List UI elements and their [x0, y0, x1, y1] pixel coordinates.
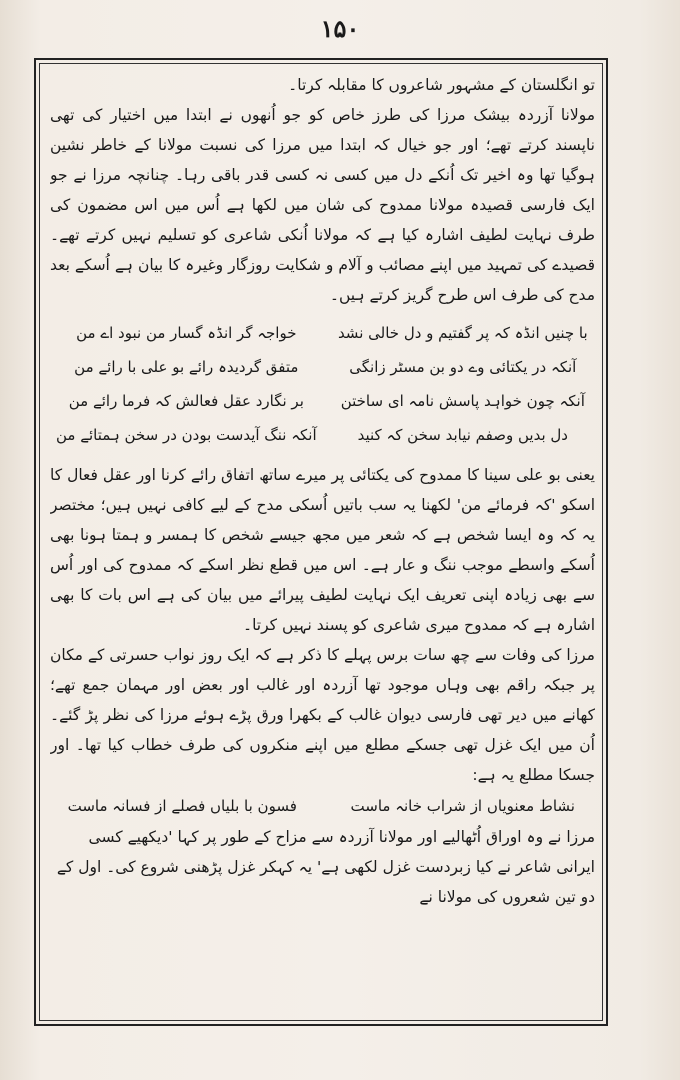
verse-line: دل بدیں وصفم نیابد سخن کہ کنید — [357, 426, 568, 444]
page-body — [50, 70, 595, 1010]
couplet-line: نشاط معنویاں از شراب خانہ ماست — [350, 797, 575, 815]
verse-line: آنکہ ننگ آیدست بودن در سخن ہمتائے من — [56, 426, 317, 444]
paragraph: تو انگلستان کے مشہور شاعروں کا مقابلہ کرتا۔ — [288, 76, 595, 94]
verse-line: خواجہ گر انڈہ گسار من نبود اے من — [76, 324, 297, 342]
verse-line: با چنیں انڈہ کہ پر گفتیم و دل خالی نشد — [337, 324, 588, 342]
qasida-verses — [50, 310, 595, 460]
verse-line: آنکہ در یکتائی وے دو بن مسٹر زانگی — [349, 358, 577, 376]
verse-line: آنکہ چون خواہد پاسش نامہ ای ساختن — [340, 392, 585, 410]
paragraph: یعنی بو علی سینا کا ممدوح کی یکتائی پر میرے ساتھ اتفاق رائے کرنا اور عقل فعال کا اسکو 'کہ فرمائے من' لکھنا یہ سب باتیں اُسکی مدح کے لیے کافی نہیں ہیں؛ مختصر یہ کہ وہ ایسا شخص ہے کہ شعر میں مجھ جیسے شخص کا ہمسر و ہمتا ہونا بھی اُسکے واسطے موجب ننگ و عار ہے۔ اس میں قطع نظر اسکے کہ ممدوح کی اور اُس سے بھی زیادہ اپنی تعریف ایک نہایت لطیف پیرائے میں بیان کی ہے اس بات کا بھی اشارہ ہے کہ ممدوح میری شاعری کو پسند نہیں کرتا۔ — [50, 466, 595, 634]
paragraph: مرزا کی وفات سے چھ سات برس پہلے کا ذکر ہے کہ ایک روز نواب حسرتی کے مکان پر جبکہ راقم بھی وہاں موجود تھا آزردہ اور غالب اور بعض اور مہمان جمع تھے؛ کھانے میں دیر تھی فارسی دیوان غالب کے بکھرا ورق پڑے ہوئے مرزا کی نظر پڑ گئے۔ اُن میں ایک غزل تھی جسکے مطلع میں اپنے منکروں کی طرف خطاب کیا تھا۔ اور جسکا مطلع یہ ہے: — [50, 646, 595, 784]
verse-line: بر نگارد عقل فعالش کہ فرما رائے من — [68, 392, 304, 410]
verse-line: متفق گردیدہ رائے بو علی با رائے من — [74, 358, 299, 376]
paragraph: مولانا آزردہ بیشک مرزا کی طرز خاص کو جو اُنھوں نے ابتدا میں اختیار کی تھی ناپسند کرتے تھے؛ اور جو خیال کہ ابتدا میں مرزا کی نسبت مولانا کے خاطر نشین ہوگیا تھا وہ اخیر تک اُنکے دل میں کسی نہ کسی قدر باقی رہا۔ چنانچہ مرزا نے جو ایک فارسی قصیدہ مولانا ممدوح کی شان میں لکھا ہے اُس میں اس مضمون کی طرف نہایت لطیف اشارہ کیا ہے کہ مولانا اُنکی شاعری کو تسلیم نہیں کرتے تھے۔ قصیدے کی تمہید میں اپنے مصائب و آلام و شکایت روزگار وغیرہ کا بیان ہے اُسکے بعد مدح کی طرف اس طرح گریز کرتے ہیں۔ — [50, 106, 595, 304]
ghazal-matla — [50, 790, 595, 822]
page-number: ۱۵۰ — [320, 14, 360, 43]
paragraph: مرزا نے وہ اوراق اُٹھالیے اور مولانا آزردہ سے مزاح کے طور پر کہا 'دیکھیے کسی ایرانی شاعر نے کیا زبردست غزل لکھی ہے' یہ کہکر غزل پڑھنی شروع کی۔ اول کے دو تین شعروں کی مولانا نے — [56, 828, 595, 906]
couplet-line: فسون با بلیاں فصلے از فسانہ ماست — [67, 797, 297, 815]
